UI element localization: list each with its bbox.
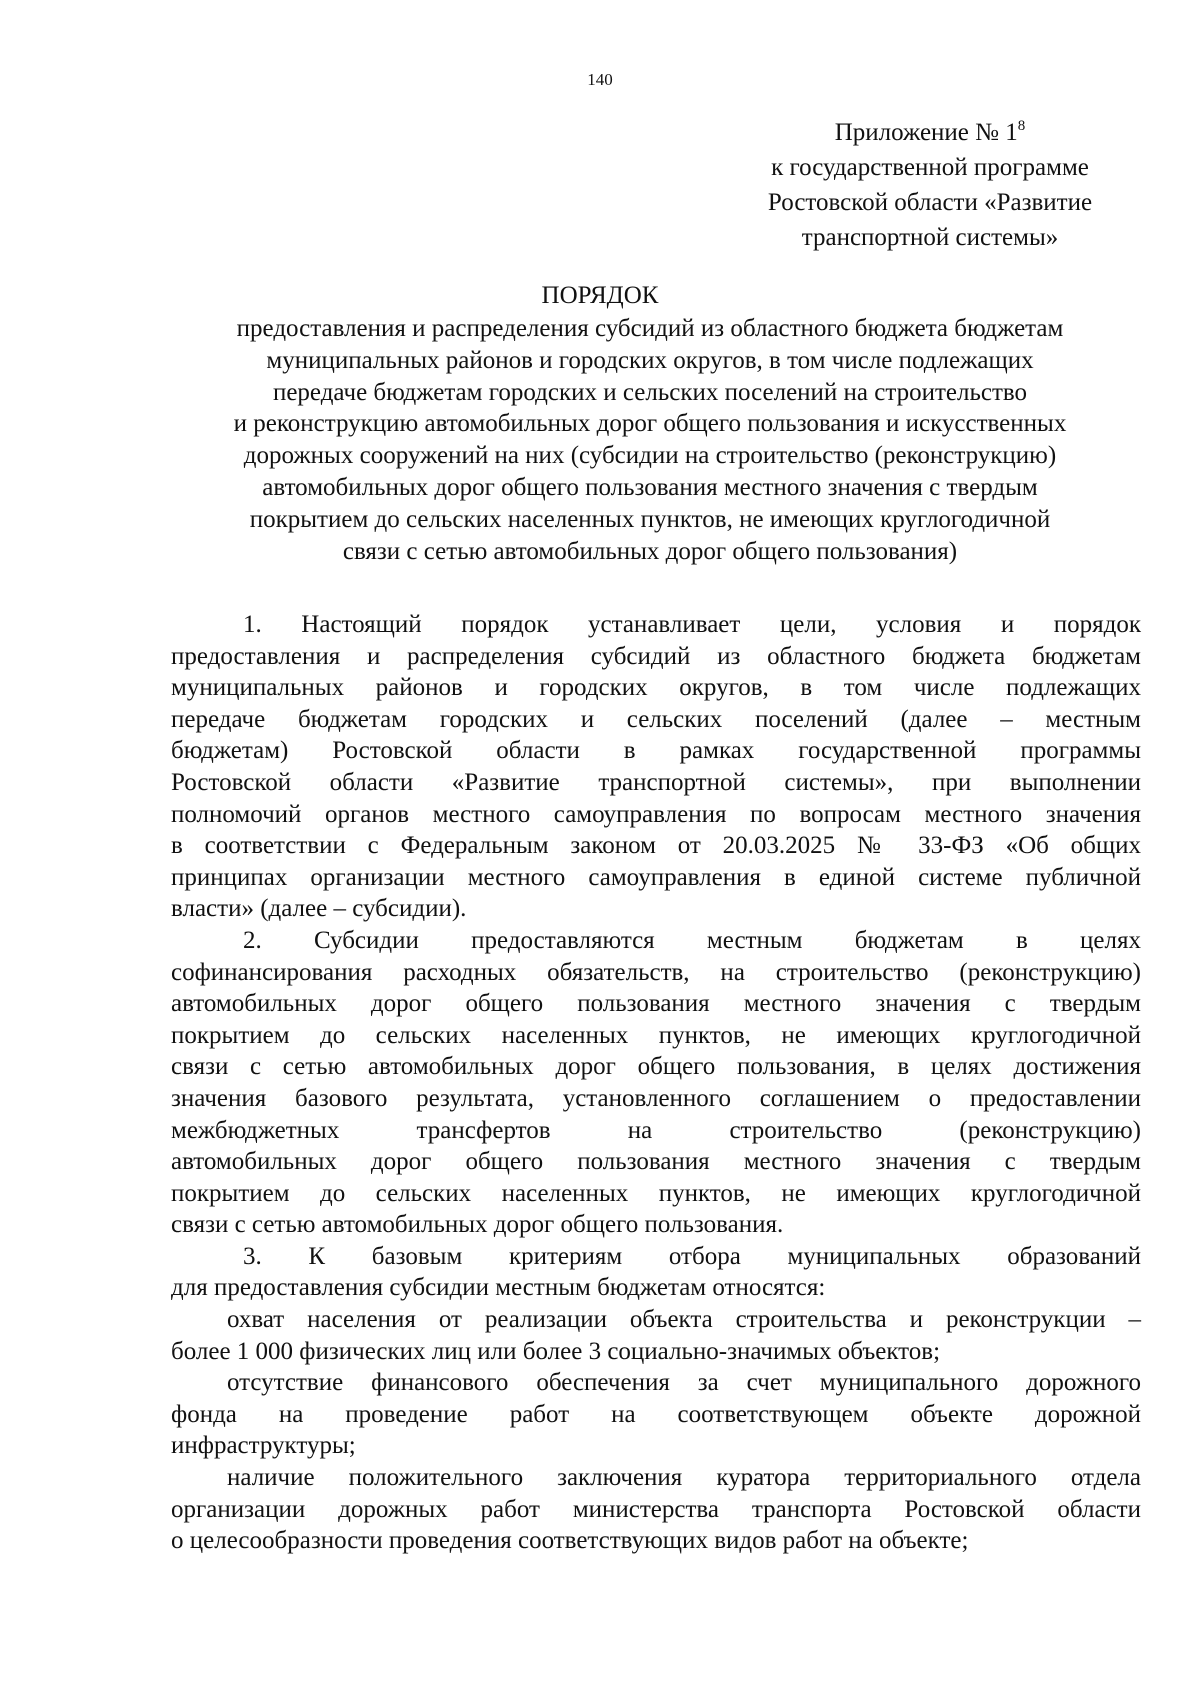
- body-line: для предоставления субсидии местным бюджетам относятся:: [171, 1274, 826, 1302]
- body-line: передаче бюджетам городских и сельских поселений (далее – местным: [171, 705, 1141, 733]
- body-line: значения базового результата, установленного соглашением о предоставлении: [171, 1084, 1141, 1112]
- body-line: власти» (далее – субсидии).: [171, 895, 467, 923]
- body-line: автомобильных дорог общего пользования местного значения с твердым: [171, 1148, 1141, 1176]
- criterion-2: [171, 1367, 1141, 1462]
- body-line: 1. Настоящий порядок устанавливает цели, условия и порядок: [243, 611, 1141, 638]
- body-line: о целесообразности проведения соответствующих видов работ на объекте;: [171, 1527, 969, 1555]
- body-line: более 1 000 физических лиц или более 3 социально-значимых объектов;: [171, 1337, 941, 1365]
- body-line: отсутствие финансового обеспечения за счет муниципального дорожного: [227, 1369, 1141, 1397]
- document-title: ПОРЯДОК: [541, 282, 659, 309]
- subtitle-line: автомобильных дорог общего пользования местного значения с твердым: [262, 473, 1038, 501]
- body-line: связи с сетью автомобильных дорог общего пользования, в целях достижения: [171, 1053, 1141, 1081]
- body-line: 2. Субсидии предоставляются местным бюджетам в целях: [243, 926, 1141, 954]
- appendix-line-1: [720, 115, 1140, 150]
- body-line: Ростовской области «Развитие транспортной системы», при выполнении: [171, 768, 1141, 796]
- body-line: софинансирования расходных обязательств, на строительство (реконструкцию): [171, 958, 1141, 986]
- paragraph-1: [171, 609, 1141, 925]
- body-line: предоставления и распределения субсидий из областного бюджета бюджетам: [171, 642, 1141, 670]
- subtitle-line: муниципальных районов и городских округов, в том числе подлежащих: [266, 346, 1034, 374]
- body-line: фонда на проведение работ на соответствующем объекте дорожной: [171, 1400, 1141, 1428]
- page-number: 140: [587, 70, 613, 89]
- body-line: межбюджетных трансфертов на строительство (реконструкцию): [171, 1116, 1141, 1144]
- appendix-line-4: транспортной системы»: [801, 224, 1059, 251]
- subtitle-line: и реконструкцию автомобильных дорог общего пользования и искусственных: [233, 410, 1067, 438]
- appendix-header: [720, 115, 1140, 255]
- body-line: покрытием до сельских населенных пунктов, не имеющих круглогодичной: [171, 1179, 1141, 1207]
- body-line: бюджетам) Ростовской области в рамках государственной программы: [171, 737, 1141, 765]
- body-line: принципах организации местного самоуправления в единой системе публичной: [171, 863, 1141, 891]
- appendix-line-2: к государственной программе: [771, 154, 1089, 181]
- body-line: автомобильных дорог общего пользования местного значения с твердым: [171, 990, 1141, 1018]
- criterion-1: [171, 1304, 1141, 1367]
- body-line: охват населения от реализации объекта строительства и реконструкции –: [227, 1306, 1141, 1334]
- subtitle-line: связи с сетью автомобильных дорог общего пользования): [342, 537, 958, 565]
- paragraph-2: [171, 925, 1141, 1241]
- body-line: связи с сетью автомобильных дорог общего пользования.: [171, 1211, 784, 1239]
- appendix-line-3: Ростовской области «Развитие: [767, 189, 1093, 216]
- body-line: инфраструктуры;: [171, 1432, 356, 1460]
- appendix-superscript: 8: [1017, 118, 1026, 134]
- subtitle-line: передаче бюджетам городских и сельских поселений на строительство: [272, 378, 1028, 406]
- subtitle-line: предоставления и распределения субсидий из областного бюджета бюджетам: [236, 315, 1064, 342]
- body-line: покрытием до сельских населенных пунктов, не имеющих круглогодичной: [171, 1021, 1141, 1049]
- paragraph-3: [171, 1241, 1141, 1304]
- document-body: [171, 609, 1141, 1557]
- subtitle-line: дорожных сооружений на них (субсидии на строительство (реконструкцию): [243, 442, 1057, 470]
- body-line: муниципальных районов и городских округов, в том числе подлежащих: [171, 674, 1141, 702]
- body-line: организации дорожных работ министерства транспорта Ростовской области: [171, 1495, 1141, 1523]
- body-line: наличие положительного заключения куратора территориального отдела: [227, 1464, 1141, 1492]
- appendix-number: Приложение № 1: [834, 119, 1018, 146]
- body-line: в соответствии с Федеральным законом от 20.03.2025 № 33-ФЗ «Об общих: [171, 832, 1141, 860]
- body-line: полномочий органов местного самоуправления по вопросам местного значения: [171, 800, 1141, 828]
- body-line: 3. К базовым критериям отбора муниципальных образований: [243, 1242, 1141, 1270]
- document-subtitle: [160, 313, 1140, 567]
- criterion-3: [171, 1462, 1141, 1557]
- subtitle-line: покрытием до сельских населенных пунктов, не имеющих круглогодичной: [249, 505, 1051, 533]
